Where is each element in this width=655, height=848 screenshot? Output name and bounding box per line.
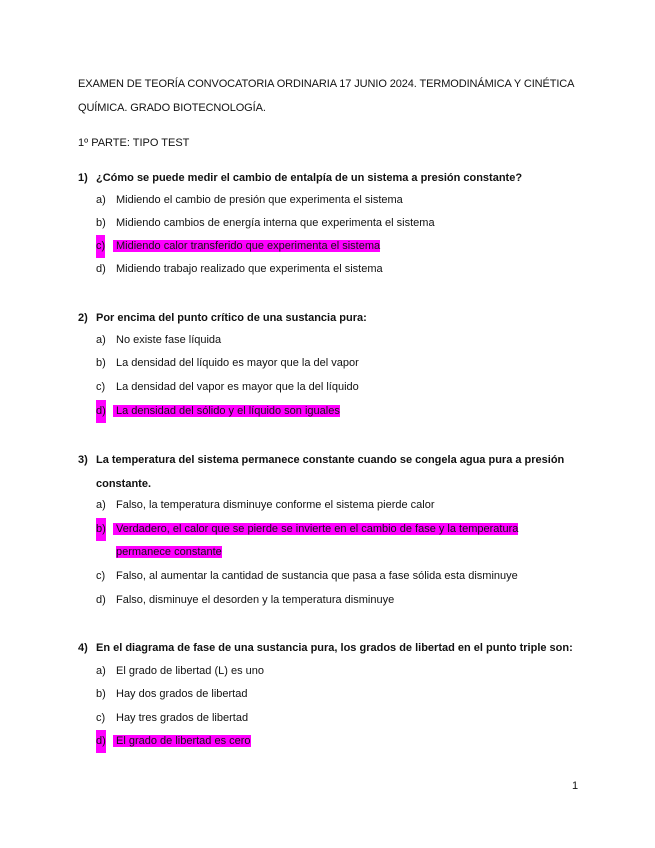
option-4c: [96, 707, 596, 730]
question-number: 2): [78, 312, 88, 324]
option-1c: [96, 235, 596, 258]
option-1a: [96, 189, 596, 212]
option-letter: b): [96, 357, 106, 369]
option-letter: b): [96, 688, 106, 700]
question-1: [78, 166, 598, 190]
option-2d: [96, 400, 596, 423]
exam-title: EXAMEN DE TEORÍA CONVOCATORIA ORDINARIA 17 JUNIO 2024. TERMODINÁMICA Y CINÉTICA QUÍMICA. GRADO BIOTECNOLOGÍA.: [78, 78, 574, 114]
option-4b: [96, 683, 596, 706]
option-1b: [96, 212, 596, 235]
question-4: [78, 636, 598, 660]
option-letter: a): [96, 499, 106, 511]
option-3d: [96, 589, 596, 612]
question-number: 1): [78, 172, 88, 184]
option-text: No existe fase líquida: [116, 334, 222, 346]
option-letter: c): [96, 712, 106, 724]
option-3c: [96, 565, 596, 588]
option-3a: [96, 494, 596, 517]
option-letter: d): [96, 263, 106, 275]
question-2: [78, 306, 598, 330]
page-number: 1: [572, 780, 579, 792]
question-3: [78, 448, 598, 496]
option-text: Falso, disminuye el desorden y la temperatura disminuye: [116, 594, 395, 606]
option-letter: c): [96, 570, 106, 582]
option-text: Midiendo cambios de energía interna que experimenta el sistema: [116, 217, 435, 229]
option-4d: [96, 730, 596, 753]
option-letter-highlighted: c): [96, 235, 105, 258]
option-text-highlighted: El grado de libertad es cero: [113, 735, 251, 747]
option-text: Hay tres grados de libertad: [116, 712, 249, 724]
option-text: Falso, al aumentar la cantidad de sustancia que pasa a fase sólida esta disminuye: [116, 570, 518, 582]
option-2c: [96, 376, 596, 399]
question-number: 4): [78, 642, 88, 654]
option-letter: d): [96, 594, 106, 606]
question-text: ¿Cómo se puede medir el cambio de entalpía de un sistema a presión constante?: [96, 172, 523, 184]
option-text: La densidad del vapor es mayor que la del líquido: [116, 381, 359, 393]
option-letter: a): [96, 194, 106, 206]
question-text: En el diagrama de fase de una sustancia pura, los grados de libertad en el punto triple son:: [96, 642, 573, 654]
option-text: Midiendo trabajo realizado que experimenta el sistema: [116, 263, 383, 275]
option-letter: c): [96, 381, 106, 393]
option-4a: [96, 660, 596, 683]
option-letter-highlighted: b): [96, 518, 106, 541]
question-text: La temperatura del sistema permanece constante cuando se congela agua pura a presión constante.: [96, 454, 565, 490]
option-text: Midiendo el cambio de presión que experimenta el sistema: [116, 194, 403, 206]
option-letter-highlighted: d): [96, 730, 106, 753]
option-letter: a): [96, 665, 106, 677]
option-text-highlighted: Midiendo calor transferido que experimenta el sistema: [113, 240, 380, 252]
option-text: El grado de libertad (L) es uno: [116, 665, 264, 677]
part-heading: 1º PARTE: TIPO TEST: [78, 137, 190, 149]
option-1d: [96, 258, 596, 281]
option-text-highlighted: La densidad del sólido y el líquido son iguales: [113, 405, 340, 417]
option-letter: a): [96, 334, 106, 346]
option-2a: [96, 329, 596, 352]
question-text: Por encima del punto crítico de una sustancia pura:: [96, 312, 367, 324]
option-letter-highlighted: d): [96, 400, 106, 423]
option-text-highlighted: Verdadero, el calor que se pierde se invierte en el cambio de fase y la temperatura permanece constante: [113, 523, 518, 558]
option-2b: [96, 352, 596, 375]
question-number: 3): [78, 454, 88, 466]
option-3b: [96, 518, 548, 564]
option-text: La densidad del líquido es mayor que la del vapor: [116, 357, 359, 369]
option-letter: b): [96, 217, 106, 229]
option-text: Hay dos grados de libertad: [116, 688, 248, 700]
option-text: Falso, la temperatura disminuye conforme el sistema pierde calor: [116, 499, 435, 511]
